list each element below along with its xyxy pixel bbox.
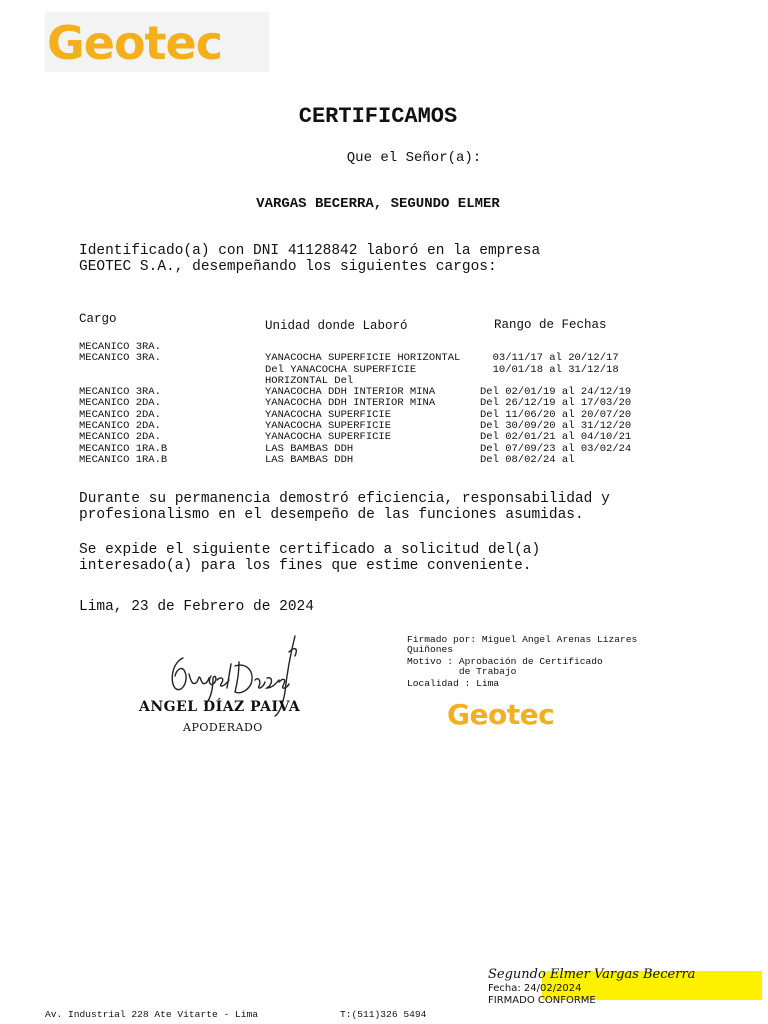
- company-logo: Geotec: [47, 16, 223, 70]
- signer-name: ANGEL DÍAZ PAIVA: [139, 699, 301, 715]
- signature-motive: Motivo : Aprobación de Certificado de Trabajo: [407, 656, 603, 677]
- conformity-date: [488, 983, 582, 994]
- signature-name-first: Segundo: [488, 967, 550, 982]
- conformity-status: FIRMADO CONFORME: [488, 995, 596, 1006]
- signature-location: Localidad : Lima: [407, 678, 500, 689]
- unidad-column: YANACOCHA SUPERFICIE HORIZONTAL Del YANACOCHA SUPERFICIE HORIZONTAL Del YANACOCHA DDH INTERIOR MINA YANACOCHA DDH INTERIOR MINA YANACOCHA SUPERFICIE YANACOCHA SUPERFICIE YANACOCHA SUPERFICIE LAS BAMBAS DDH LAS BAMBAS DDH: [265, 352, 461, 466]
- employee-signature: [488, 967, 695, 982]
- signature-name-rest: Elmer Vargas Becerra: [549, 967, 696, 982]
- column-header-cargo: Cargo: [79, 312, 117, 326]
- footer-phone: T:(511)326 5494: [340, 1009, 427, 1020]
- fechas-column: 03/11/17 al 20/12/17 10/01/18 al 31/12/18 Del 02/01/19 al 24/12/19 Del 26/12/19 al 17/03/20 Del 11/06/20 al 20/07/20 Del 30/09/20 al 31/12/20 Del 02/01/21 al 04/10/21 Del 07/09/23 al 03/02/24 Del 08/02/24 al: [480, 352, 632, 466]
- footer-address: Av. Industrial 228 Ate Vitarte - Lima: [45, 1009, 259, 1020]
- column-header-rango: Rango de Fechas: [494, 318, 607, 332]
- conformity-date-label: Fecha: 24/: [488, 983, 540, 994]
- place-date: Lima, 23 de Febrero de 2024: [79, 599, 314, 615]
- document-title: CERTIFICAMOS: [298, 104, 458, 129]
- purpose-paragraph: Se expide el siguiente certificado a solicitud del(a) interesado(a) para los fines que estime conveniente.: [79, 542, 541, 574]
- cargo-column: MECANICO 3RA. MECANICO 3RA. MECANICO 3RA. MECANICO 2DA. MECANICO 2DA. MECANICO 2DA. MECANICO 2DA. MECANICO 1RA.B MECANICO 1RA.B: [79, 341, 168, 466]
- employee-name: VARGAS BECERRA, SEGUNDO ELMER: [256, 196, 500, 212]
- signed-by: Firmado por: Miguel Angel Arenas Lizares Quiñones: [407, 634, 638, 655]
- column-header-unidad: Unidad donde Laboró: [265, 319, 408, 333]
- intro-text: Que el Señor(a):: [346, 150, 482, 166]
- signer-role: APODERADO: [183, 721, 263, 734]
- performance-paragraph: Durante su permanencia demostró eficiencia, responsabilidad y profesionalismo en el desempeño de las funciones asumidas.: [79, 491, 610, 523]
- identification-paragraph: Identificado(a) con DNI 41128842 laboró en la empresa GEOTEC S.A., desempeñando los siguientes cargos:: [79, 243, 541, 275]
- conformity-date-value: 02/2024: [539, 983, 582, 994]
- signature-logo: Geotec: [447, 698, 555, 731]
